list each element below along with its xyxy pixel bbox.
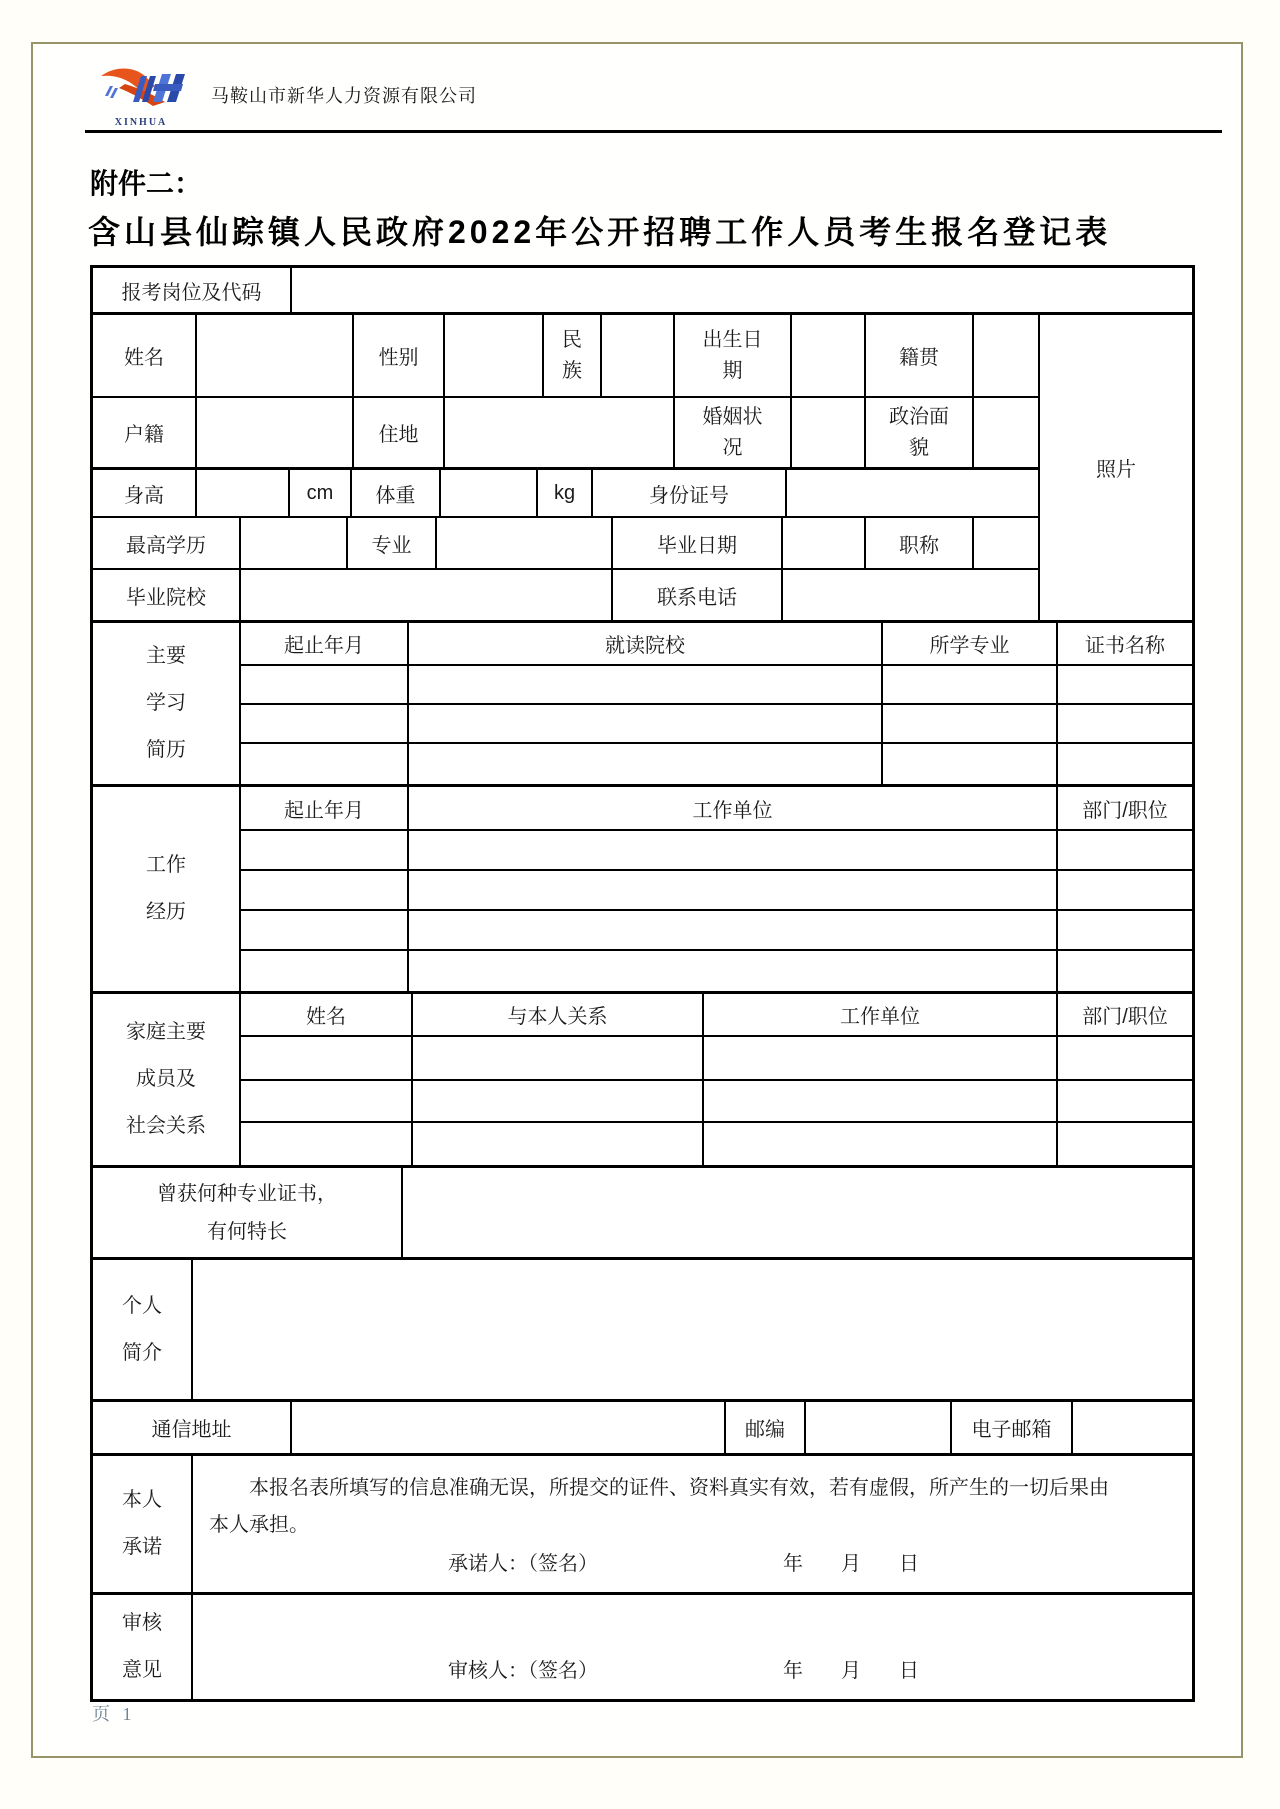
edu-col-certificate: 证书名称: [1085, 635, 1165, 657]
review-sign-row: [193, 1654, 1192, 1699]
job-title-label: 职称: [866, 518, 974, 568]
commitment-date-label: 年 月 日: [783, 1553, 928, 1575]
row-height-weight: [93, 470, 1038, 518]
work-history-row: [241, 911, 1192, 951]
residence-label: 住地: [354, 398, 445, 467]
certificates-section: [93, 1168, 1192, 1260]
commitment-content: [193, 1456, 1192, 1592]
photo-cell: [1038, 315, 1192, 620]
address-label: 通信地址: [93, 1402, 292, 1453]
photo-label: 照片: [1096, 459, 1136, 481]
commitment-sign-row: [193, 1547, 1192, 1592]
id-number-value-cell: [787, 470, 1038, 516]
commitment-text: 本报名表所填写的信息准确无误，所提交的证件、资料真实有效，若有虚假，所产生的一切后果由本人承担。: [209, 1477, 1109, 1536]
height-value-cell: [197, 470, 290, 516]
xinhua-logo-text: XINHUA: [114, 117, 168, 128]
weight-value-cell: [441, 470, 538, 516]
commitment-label: 本人 承诺: [93, 1456, 193, 1592]
review-section: [93, 1595, 1192, 1699]
work-history-header: [241, 787, 1192, 831]
household-label: 户籍: [93, 398, 197, 467]
review-content: [193, 1595, 1192, 1699]
native-place-value-cell: [974, 315, 1038, 396]
work-history-label: 工作 经历: [93, 787, 241, 991]
gender-value-cell: [445, 315, 544, 396]
form-title: 含山县仙踪镇人民政府2022年公开招聘工作人员考生报名登记表: [88, 214, 1112, 250]
height-label: 身高: [93, 470, 197, 516]
xinhua-logo-icon: [95, 62, 187, 114]
highest-education-label: 最高学历: [93, 518, 241, 568]
header-divider: [85, 130, 1222, 133]
personal-intro-section: [93, 1260, 1192, 1402]
commitment-section: [93, 1456, 1192, 1595]
postcode-value-cell: [806, 1402, 952, 1453]
review-signer-label: 审核人：（签名）: [448, 1660, 598, 1682]
weight-label: 体重: [352, 470, 441, 516]
political-status-value-cell: [974, 398, 1038, 467]
education-history-label: 主要 学习 简历: [93, 623, 241, 784]
residence-value-cell: [445, 398, 675, 467]
certificates-value-cell: [403, 1168, 1192, 1257]
work-history-row: [241, 831, 1192, 871]
family-members-row: [241, 1037, 1192, 1081]
ethnicity-label: 民族: [544, 315, 602, 396]
position-code-label: 报考岗位及代码: [93, 268, 292, 312]
graduate-school-value-cell: [241, 570, 613, 620]
letterhead: [93, 62, 477, 128]
edu-col-period: 起止年月: [241, 623, 409, 664]
review-date-label: 年 月 日: [783, 1660, 928, 1682]
family-members-header: [241, 994, 1192, 1037]
certificates-label: 曾获何种专业证书， 有何特长: [93, 1168, 403, 1257]
major-label: 专业: [348, 518, 437, 568]
kg-unit-label: kg: [538, 470, 593, 516]
page-number: 页 1: [92, 1704, 136, 1724]
work-col-period: 起止年月: [241, 787, 409, 829]
family-members-row: [241, 1081, 1192, 1123]
row-household: [93, 398, 1038, 470]
company-name: 马鞍山市新华人力资源有限公司: [211, 86, 477, 106]
personal-intro-label: 个人 简介: [93, 1260, 193, 1399]
edu-col-school: 就读院校: [409, 623, 883, 664]
row-education: [93, 518, 1038, 570]
phone-value-cell: [783, 570, 1038, 620]
cm-unit-label: cm: [290, 470, 352, 516]
ethnicity-value-cell: [602, 315, 675, 396]
id-number-label: 身份证号: [593, 470, 787, 516]
education-history-section: [93, 623, 1192, 787]
personal-info-block: [93, 315, 1192, 623]
postcode-label: 邮编: [726, 1402, 806, 1453]
email-label: 电子邮箱: [952, 1402, 1073, 1453]
email-value-cell: [1073, 1402, 1192, 1453]
highest-education-value-cell: [241, 518, 348, 568]
family-col-employer: 工作单位: [704, 994, 1058, 1035]
job-title-value-cell: [974, 518, 1038, 568]
address-value-cell: [292, 1402, 726, 1453]
native-place-label: 籍贯: [866, 315, 974, 396]
marital-status-value-cell: [792, 398, 866, 467]
graduate-school-label: 毕业院校: [93, 570, 241, 620]
attachment-label: 附件二：: [90, 168, 203, 199]
position-code-value-cell: [292, 268, 1192, 312]
education-history-row: [241, 705, 1192, 744]
family-members-section: [93, 994, 1192, 1168]
graduation-date-value-cell: [783, 518, 866, 568]
political-status-label: 政治面貌: [866, 398, 974, 467]
gender-label: 性别: [354, 315, 445, 396]
commitment-signer-label: 承诺人：（签名）: [448, 1553, 598, 1575]
registration-form-table: [90, 265, 1195, 1702]
personal-intro-value-cell: [193, 1260, 1192, 1399]
birth-date-value-cell: [792, 315, 866, 396]
work-col-department: 部门/职位: [1082, 799, 1168, 822]
family-col-name: 姓名: [241, 994, 413, 1035]
review-label: 审核 意见: [93, 1595, 193, 1699]
household-value-cell: [197, 398, 354, 467]
row-school-phone: [93, 570, 1038, 620]
work-col-employer: 工作单位: [409, 787, 1058, 829]
education-history-header: [241, 623, 1192, 666]
education-history-row: [241, 666, 1192, 705]
education-history-row: [241, 744, 1192, 784]
xinhua-logo: [93, 62, 189, 128]
graduation-date-label: 毕业日期: [613, 518, 783, 568]
row-contact: [93, 1402, 1192, 1456]
birth-date-label: 出生日期: [675, 315, 792, 396]
family-members-row: [241, 1123, 1192, 1165]
family-col-department: 部门/职位: [1082, 1006, 1168, 1028]
phone-label: 联系电话: [613, 570, 783, 620]
row-name-gender: [93, 315, 1038, 398]
work-history-row: [241, 871, 1192, 911]
edu-col-major: 所学专业: [883, 623, 1058, 664]
family-members-label: 家庭主要 成员及 社会关系: [93, 994, 241, 1165]
name-label: 姓名: [93, 315, 197, 396]
name-value-cell: [197, 315, 354, 396]
work-history-section: [93, 787, 1192, 994]
marital-status-label: 婚姻状况: [675, 398, 792, 467]
major-value-cell: [437, 518, 613, 568]
family-col-relation: 与本人关系: [413, 994, 704, 1035]
row-position-code: [93, 268, 1192, 315]
work-history-row: [241, 951, 1192, 991]
